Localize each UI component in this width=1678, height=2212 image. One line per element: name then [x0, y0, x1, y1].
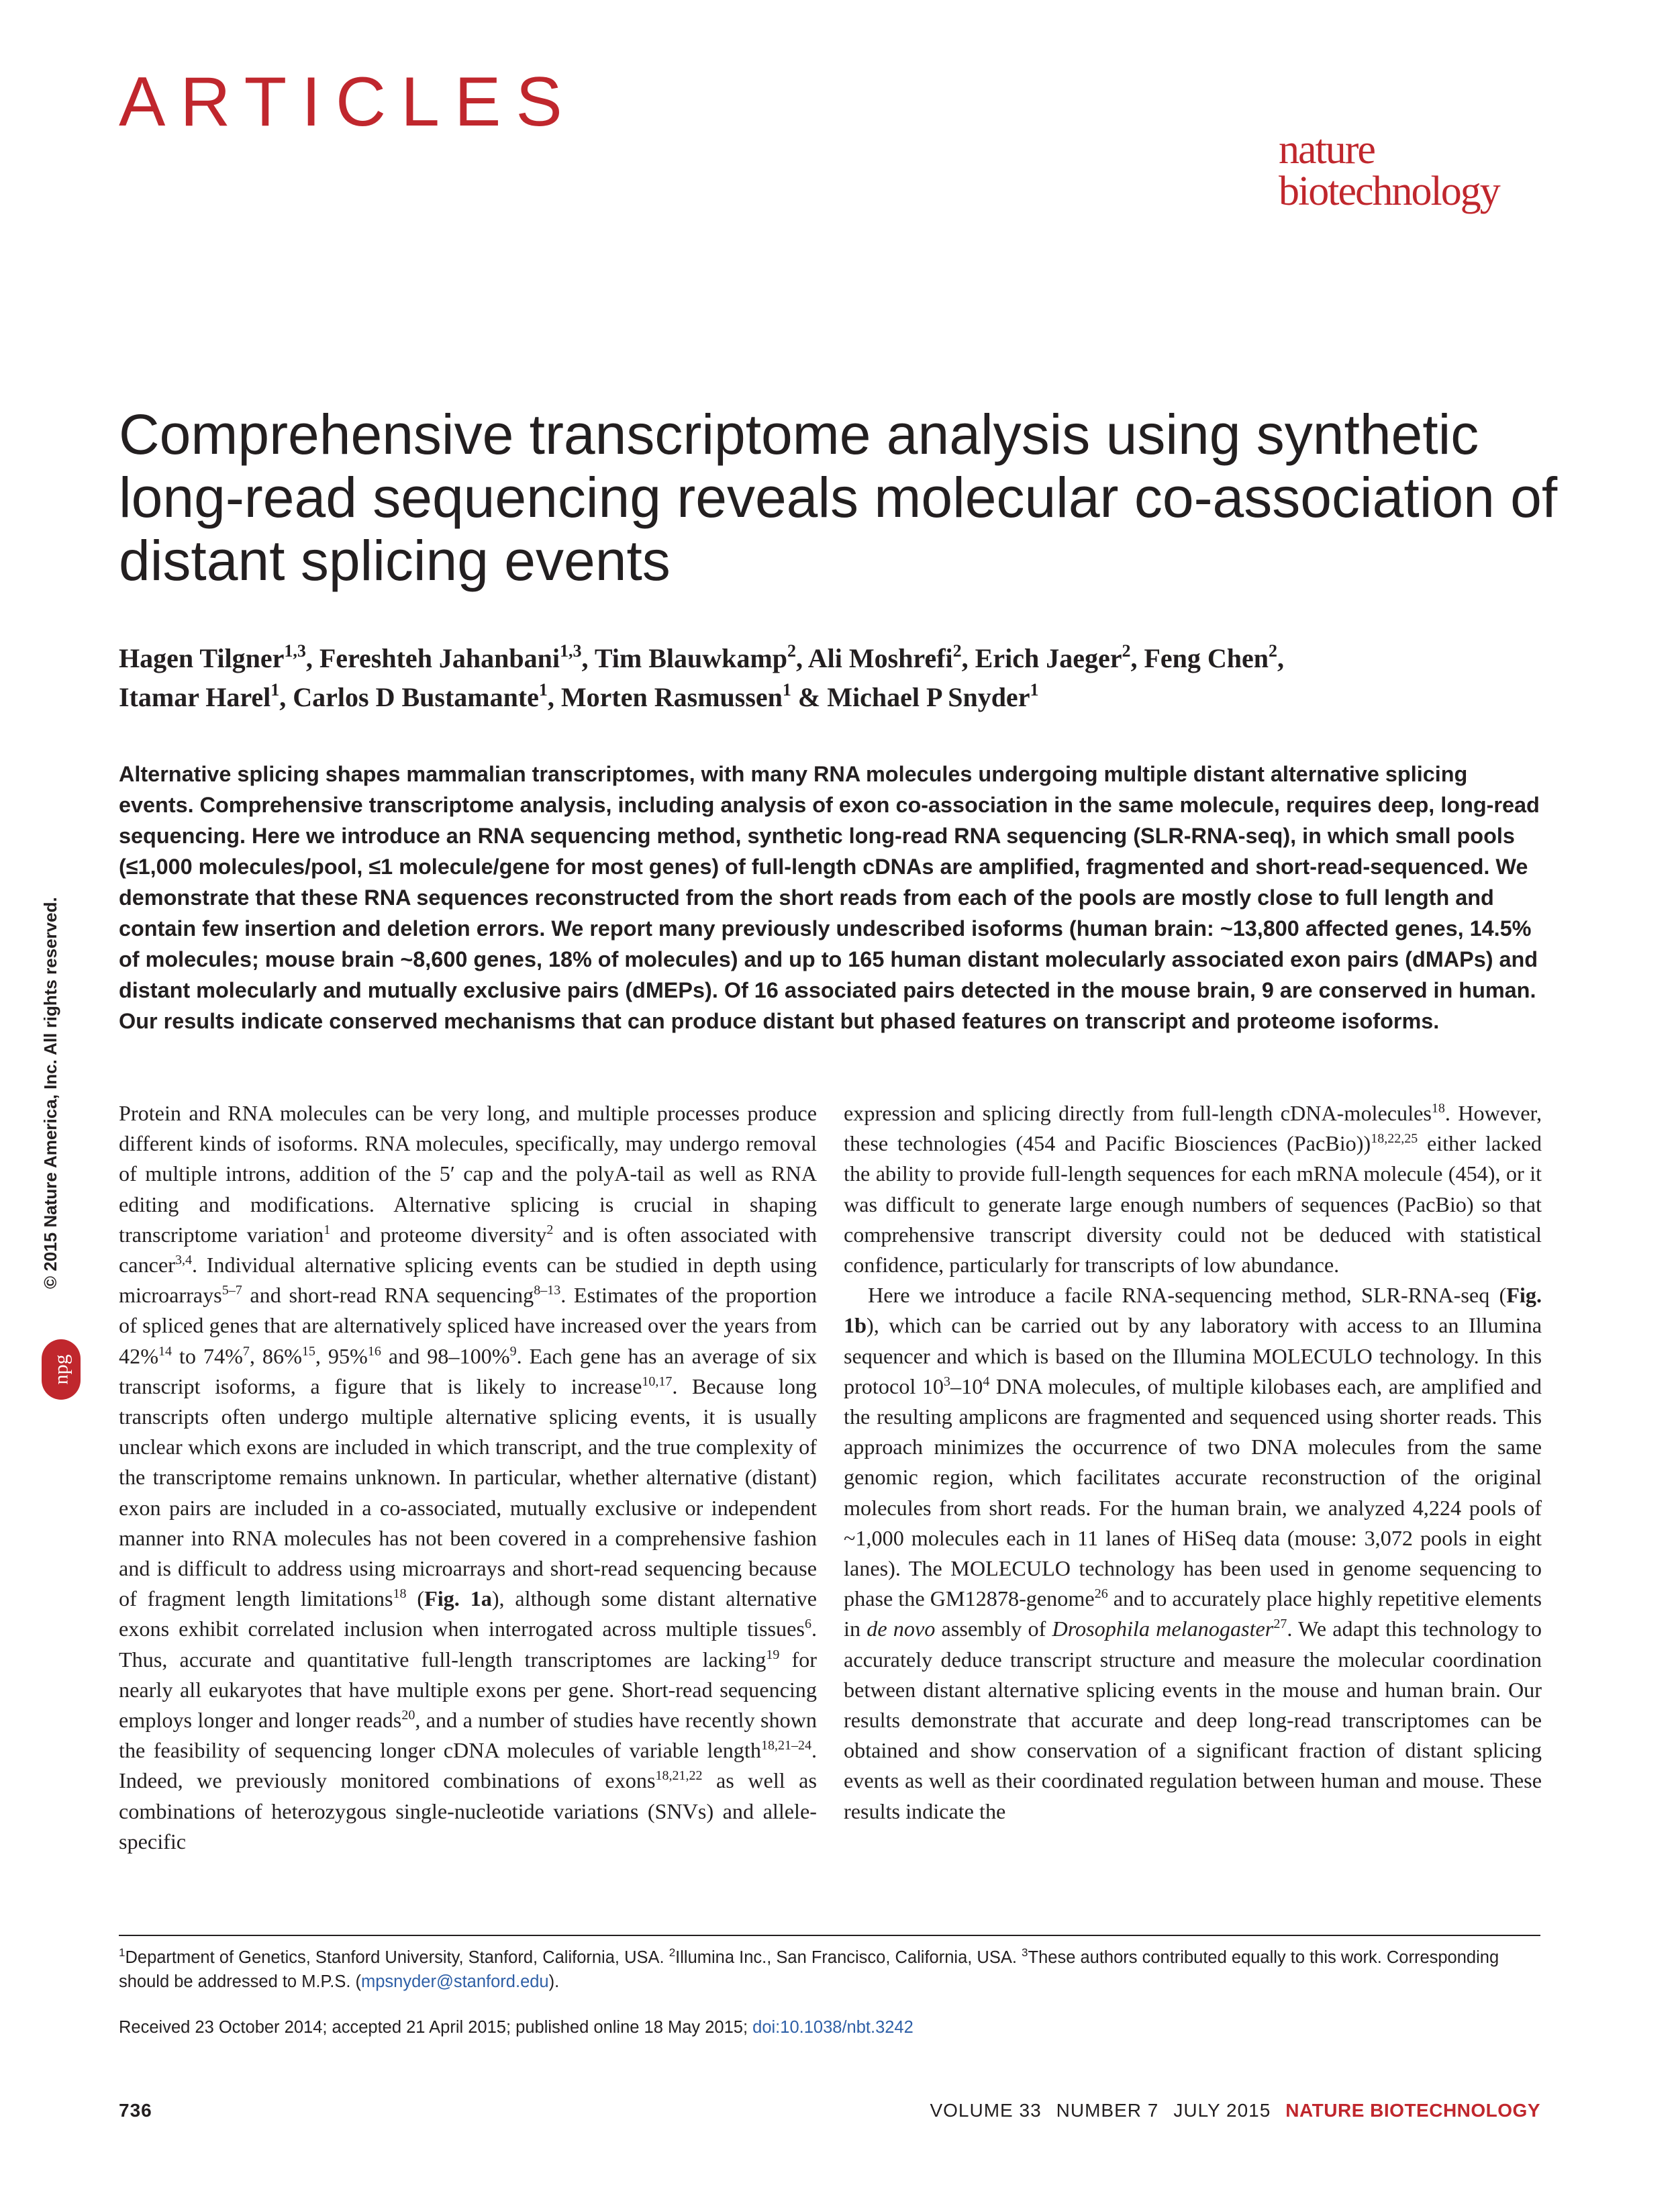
journal-name: NATURE BIOTECHNOLOGY — [1285, 2100, 1540, 2121]
text-run: . Estimates of the proportion of spliced genes that are alternatively spliced have increased over the years from 42% — [119, 1283, 817, 1368]
reference-superscript: 1 — [119, 1946, 126, 1959]
reference-superscript: 26 — [1094, 1586, 1108, 1602]
text-run: and to accurately place highly repetitive elements in — [844, 1586, 1542, 1641]
section-label: ARTICLES — [119, 63, 577, 141]
text-run: . Each gene has an average of six transcript isoforms, a figure that is likely to increase — [119, 1343, 817, 1398]
reference-superscript: 9 — [509, 1343, 517, 1359]
issue-info — [886, 2100, 1540, 2121]
reference-superscript: 27 — [1273, 1617, 1287, 1632]
text-run: . We adapt this technology to accurately deduce transcript structure and measure the molecular coordination between distant alternative splicing events in the mouse and human brain. Our results demonstrate that accurate and deep long-read transcriptomes can be obtained and show conservation of a significant fraction of distant splicing events as well as their coordinated regulation between human and mouse. These results indicate the — [844, 1617, 1542, 1823]
figure-reference: Fig. 1a — [424, 1586, 492, 1611]
reference-superscript: 7 — [242, 1343, 250, 1359]
author-affiliation: 1,3 — [284, 641, 306, 661]
text-run: DNA molecules, of multiple kilobases each, are amplified and the resulting amplicons are fragmented and sequenced using shorter reads. This approach minimizes the occurrence of two DNA molecules from the same genomic region, which facilitates accurate reconstruction of the original molecules from short reads. For the human brain, we analyzed 4,224 pools of ~1,000 molecules each in 11 lanes of HiSeq data (mouse: 3,072 pools in eight lanes). The MOLECULO technology has been used in genome sequencing to phase the GM12878-genome — [844, 1374, 1542, 1611]
npg-logo-icon — [42, 1339, 81, 1400]
page-number: 736 — [119, 2100, 152, 2121]
reference-superscript: 3,4 — [175, 1253, 192, 1268]
text-run: Illumina Inc., San Francisco, California, USA. — [675, 1948, 1022, 1967]
reference-superscript: 19 — [766, 1647, 780, 1662]
author-separator: , — [305, 643, 319, 673]
author-name: Tim Blauwkamp — [594, 643, 787, 673]
text-run: . Individual alternative splicing events can be studied in depth using microarrays — [119, 1253, 817, 1308]
text-run: Protein and RNA molecules can be very long, and multiple processes produce different kinds of isoforms. RNA molecules, specifically, may undergo removal of multiple introns, addition of the 5′ cap and the polyA-tail as well as RNA editing and modifications. Alternative splicing is crucial in shaping transcriptome variation — [119, 1101, 817, 1247]
author-separator: , — [1277, 643, 1285, 673]
text-run: as well as combinations of heterozygous single-nucleotide variations (SNVs) and allele-specific — [119, 1768, 817, 1854]
author-affiliation: 1,3 — [560, 641, 582, 661]
text-run: expression and splicing directly from full-length cDNA-molecules — [844, 1101, 1432, 1125]
figure-reference: Fig. 1b — [844, 1283, 1542, 1338]
text-run: , and a number of studies have recently shown the feasibility of sequencing longer cDNA molecules of variable length — [119, 1708, 817, 1763]
journal-logo-line2: biotechnology — [1279, 169, 1499, 214]
body-paragraph — [119, 1098, 817, 1857]
reference-superscript: 18 — [1431, 1101, 1445, 1116]
text-run: . Thus, accurate and quantitative full-length transcriptomes are lacking — [119, 1617, 817, 1672]
volume: VOLUME 33 — [930, 2100, 1042, 2121]
text-run: , 95% — [315, 1343, 368, 1368]
author-name: Michael P Snyder — [827, 682, 1030, 712]
reference-superscript: 8–13 — [534, 1283, 561, 1298]
italic-text: Drosophila melanogaster — [1052, 1617, 1274, 1641]
text-run: and is often associated with cancer — [119, 1222, 817, 1278]
affiliations — [119, 1945, 1540, 1994]
copyright-notice: © 2015 Nature America, Inc. All rights reserved. — [40, 897, 60, 1289]
text-run: These authors contributed equally to this work. Corresponding should be addressed to M.P.S. ( — [119, 1948, 1499, 1991]
reference-superscript: 2 — [669, 1946, 676, 1959]
text-run: ), although some distant alternative exons exhibit correlated inclusion when interrogated across multiple tissues — [119, 1586, 818, 1641]
received-dates: Received 23 October 2014; accepted 21 April 2015; published online 18 May 2015; — [119, 2018, 753, 2037]
text-run: . Because long transcripts often undergo multiple alternative splicing events, it is usually unclear which exons are included in which transcript, and the true complexity of the transcriptome remains unknown. In particular, whether alternative (distant) exon pairs are included in a co-associated, mutually exclusive or independent manner into RNA molecules has not been covered in a comprehensive fashion and is difficult to address using microarrays and short-read sequencing because of fragment length limitations — [119, 1374, 817, 1611]
author-affiliation: 1 — [782, 680, 791, 700]
reference-superscript: 20 — [401, 1708, 415, 1723]
author-name: Hagen Tilgner — [119, 643, 285, 673]
reference-superscript: 15 — [301, 1343, 315, 1359]
article-title: Comprehensive transcriptome analysis using synthetic long-read sequencing reveals molecular co-association of distant splicing events — [119, 403, 1558, 592]
body-column-left — [119, 1098, 817, 1857]
author-affiliation: 1 — [270, 680, 280, 700]
reference-superscript: 4 — [983, 1374, 990, 1389]
text-run: ), which can be carried out by any laboratory with access to an Illumina sequencer and which is based on the Illumina MOLECULO technology. In this protocol 10 — [844, 1313, 1542, 1398]
reference-superscript: 18,22,25 — [1371, 1131, 1418, 1147]
author-affiliation: 2 — [787, 641, 796, 661]
reference-superscript: 10,17 — [642, 1374, 673, 1389]
journal-logo-line1: nature — [1279, 127, 1375, 173]
email-link[interactable]: mpsnyder@stanford.edu — [361, 1972, 549, 1991]
author-affiliation: 1 — [1030, 680, 1039, 700]
author-separator: , — [581, 643, 595, 673]
author-separator: , — [961, 643, 975, 673]
italic-text: de novo — [867, 1617, 936, 1641]
author-name: Erich Jaeger — [975, 643, 1122, 673]
author-name: Carlos D Bustamante — [293, 682, 539, 712]
text-run: and proteome diversity — [330, 1222, 547, 1247]
abstract: Alternative splicing shapes mammalian transcriptomes, with many RNA molecules undergoing multiple distant alternative splicing events. Comprehensive transcriptome analysis, including analysis of exon co-association in the same molecule, requires deep, long-read sequencing. Here we introduce an RNA sequencing method, synthetic long-read RNA sequencing (SLR-RNA-seq), in which small pools (≤1,000 molecules/pool, ≤1 molecule/gene for most genes) of full-length cDNAs are amplified, fragmented and short-read-sequenced. We demonstrate that these RNA sequences reconstructed from the short reads from each of the pools are mostly close to full length and contain few insertion and deletion errors. We report many previously undescribed isoforms (human brain: ~13,800 affected genes, 14.5% of molecules; mouse brain ~8,600 genes, 18% of molecules) and up to 165 human distant molecularly associated exon pairs (dMAPs) and distant molecularly and mutually exclusive pairs (dMEPs). Of 16 associated pairs detected in the mouse brain, 9 are conserved in human. Our results indicate conserved mechanisms that can produce distant but phased features on transcript and proteome isoforms. — [119, 762, 1540, 1033]
reference-superscript: 6 — [804, 1617, 811, 1632]
author-separator: , — [279, 682, 293, 712]
reference-superscript: 18 — [393, 1586, 407, 1602]
npg-logo-text: npg — [50, 1354, 72, 1385]
text-run: and short-read RNA sequencing — [242, 1283, 534, 1308]
author-separator: , — [795, 643, 808, 673]
text-run: for nearly all eukaryotes that have multiple exons per gene. Short-read sequencing employs longer and longer reads — [119, 1647, 817, 1733]
doi-link[interactable]: doi:10.1038/nbt.3242 — [752, 2018, 914, 2037]
reference-superscript: 3 — [944, 1374, 951, 1389]
body-column-right — [844, 1098, 1542, 1827]
reference-superscript: 1 — [324, 1222, 331, 1237]
author-separator: & — [791, 682, 828, 712]
author-list — [119, 639, 1569, 717]
text-run: either lacked the ability to provide full-length sequences for each mRNA molecule (454), or it was difficult to generate large enough numbers of sequences (PacBio) so that comprehensive transcript diversity could not be deduced with statistical confidence, particularly for transcripts of low abundance. — [844, 1131, 1542, 1278]
text-run: ). — [548, 1972, 560, 1991]
author-affiliation: 1 — [538, 680, 548, 700]
text-run: –10 — [950, 1374, 983, 1398]
text-run: ( — [406, 1586, 425, 1611]
issue-number: NUMBER 7 — [1056, 2100, 1159, 2121]
text-run: and 98–100% — [381, 1343, 510, 1368]
text-run: . However, these technologies (454 and Pacific Biosciences (PacBio)) — [844, 1101, 1542, 1156]
author-name: Fereshteh Jahanbani — [319, 643, 560, 673]
reference-superscript: 3 — [1022, 1946, 1028, 1959]
author-name: Ali Moshrefi — [807, 643, 953, 673]
text-run: , 86% — [249, 1343, 302, 1368]
author-separator: , — [1130, 643, 1144, 673]
issue-date: JULY 2015 — [1173, 2100, 1271, 2121]
body-paragraph — [844, 1098, 1542, 1280]
reference-superscript: 14 — [158, 1343, 172, 1359]
author-affiliation: 2 — [952, 641, 962, 661]
reference-superscript: 5–7 — [221, 1283, 242, 1298]
footnote-divider — [119, 1935, 1540, 1936]
author-name: Morten Rasmussen — [560, 682, 783, 712]
body-paragraph — [844, 1280, 1542, 1827]
author-name: Feng Chen — [1144, 643, 1269, 673]
reference-superscript: 16 — [367, 1343, 381, 1359]
author-affiliation: 2 — [1122, 641, 1131, 661]
author-separator: , — [547, 682, 561, 712]
text-run: Department of Genetics, Stanford University, Stanford, California, USA. — [125, 1948, 669, 1967]
author-affiliation: 2 — [1269, 641, 1278, 661]
text-run: Here we introduce a facile RNA-sequencing method, SLR-RNA-seq ( — [868, 1283, 1507, 1308]
journal-logo — [1279, 129, 1561, 212]
text-run: to 74% — [172, 1343, 243, 1368]
text-run: assembly of — [935, 1617, 1052, 1641]
reference-superscript: 18,21,22 — [655, 1768, 703, 1784]
publication-history — [119, 2015, 1540, 2039]
author-name: Itamar Harel — [119, 682, 271, 712]
reference-superscript: 18,21–24 — [760, 1738, 811, 1753]
reference-superscript: 2 — [546, 1222, 554, 1237]
text-run: . Indeed, we previously monitored combinations of exons — [119, 1738, 817, 1793]
